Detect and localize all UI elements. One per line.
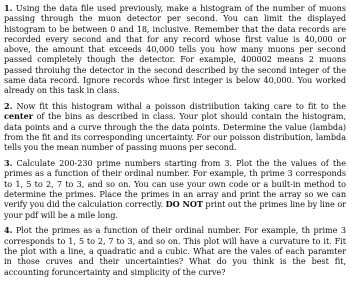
question-3	[4, 158, 346, 220]
question-2-text-start: Now fit this histogram withal a poisson distriibution taking care to fit to the	[16, 101, 346, 112]
question-3-text-start: Calculate 200-230 prime numbers starting from 3. Plot the the values of the primes as a function of their ordinal number. For example, th prime 3 corresponds to 1, 5 to 2, 7 to 3, and so on. You can use your own code or a built-in method to determine the primes. Place the primes in an array and print the array so we can verify you did the calculation correctly.	[4, 158, 346, 210]
question-2-text-end: of the bins as described in class. Your plot should contain the histogram, data points and a curve through the the data points. Determine the value (lambda) from the fit and its corresponding uncertainty. For our poisson distribution, lambda tells you the mean number of passing muons per second.	[4, 111, 346, 153]
question-1-number: 1.	[4, 3, 13, 13]
question-3-emphasis: DO NOT	[165, 199, 203, 210]
question-2	[4, 101, 346, 152]
question-1-text: Using the data file used previously, make a histogram of the number of muons passing through the muon detector per second. You can limit the displayed histogram to be between 0 and 18, inclusive. Remember that the data records are recorded every second and that for any record whose first value is 40,000 or above, the amount that exceeds 40,000 tells you how many muons per second passed completely though the detector. For example, 400002 means 2 muons passed throiuhg the detector in the second described by the second integer of the same data record. Ignore records whoe first integer is below 40,000. You worked already on this task in class.	[4, 3, 346, 96]
question-4	[4, 225, 346, 276]
question-3-number: 3.	[4, 158, 13, 169]
question-2-emphasis: center	[4, 111, 33, 122]
question-4-number: 4.	[4, 225, 13, 236]
question-3-text-end: print out the primes line by line or your pdf will be a mile long.	[4, 199, 346, 220]
question-4-text: Plot the primes as a function of their ordinal number. For example, th prime 3 corresponds to 1, 5 to 2, 7 to 3, and so on. This plot will have a curvature to it. Fit the plot with a line, a quadratic and a cubic. What are the vales of each paramter in those cruves and their uncertainties? What do you think is the best fit, accounting foruncertainty and simplicity of the curve?	[4, 225, 346, 277]
question-2-number: 2.	[4, 101, 13, 112]
question-1	[4, 3, 346, 96]
